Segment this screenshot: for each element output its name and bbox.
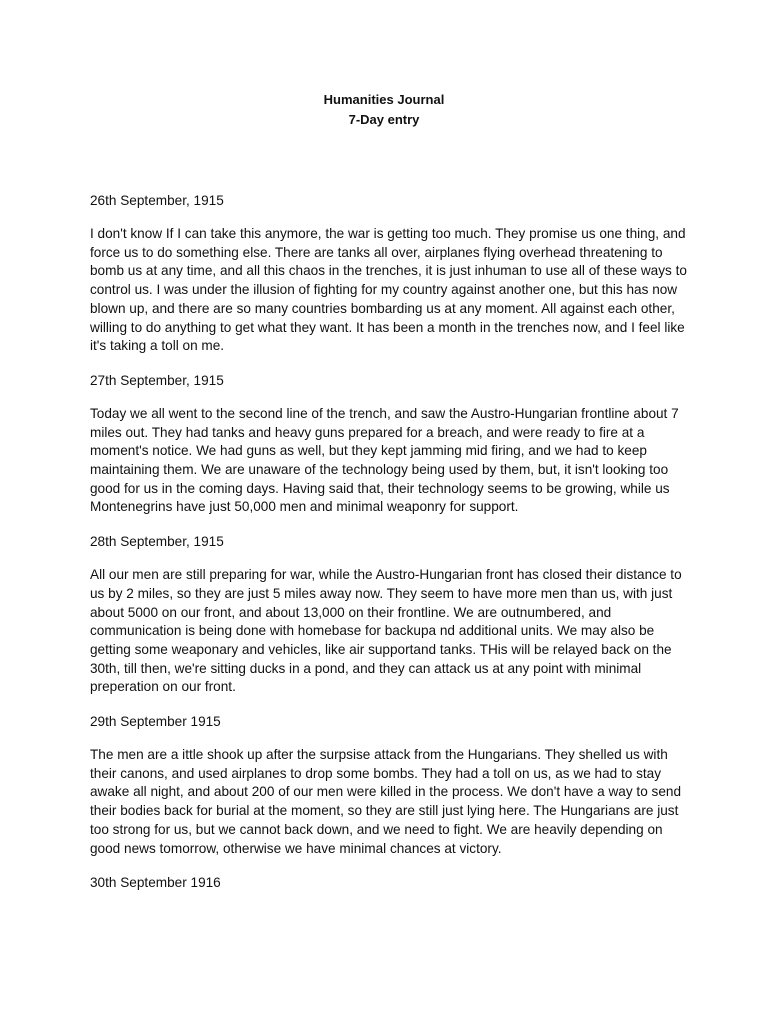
- journal-entry: [90, 532, 690, 697]
- entry-date: 28th September, 1915: [90, 534, 224, 550]
- journal-entry: [90, 873, 690, 892]
- journal-entry: [90, 371, 690, 517]
- entry-date: 26th September, 1915: [90, 193, 224, 208]
- entry-date: 27th September, 1915: [90, 372, 224, 388]
- journal-entry: [90, 191, 690, 356]
- entry-date: 29th September 1915: [90, 714, 221, 730]
- journal-entries: [90, 191, 690, 892]
- entry-text: The men are a ittle shook up after the surpsise attack from the Hungarians. They shelled us with their canons, and used airplanes to drop some bombs. They had a toll on us, as we had to stay awake all night, and about 200 of our men were killed in the process. We don't have a way to send their bodies back for burial at the moment, so they are still just lying here. The Hungarians are just too strong for us, but we cannot back down, and we need to fight. We are heavily depending on good news tomorrow, otherwise we have minimal chances at victory.: [90, 747, 682, 856]
- document-header: [90, 90, 678, 130]
- entry-text: Today we all went to the second line of the trench, and saw the Austro-Hungarian frontline about 7 miles out. They had tanks and heavy guns prepared for a breach, and were ready to fire at a moment's notice. We had guns as well, but they kept jamming mid firing, and we had to keep maintaining them. We are unaware of the technology being used by them, but, it isn't looking too good for us in the coming days. Having said that, their technology seems to be growing, while us Montenegrins have just 50,000 men and minimal weaponry for support.: [90, 405, 679, 515]
- journal-entry: [90, 712, 690, 858]
- document-subtitle: 7-Day entry: [348, 112, 420, 127]
- document-page: [90, 90, 690, 907]
- document-title: Humanities Journal: [323, 92, 445, 107]
- entry-text: I don't know If I can take this anymore, the war is getting too much. They promise us one thing, and force us to do something else. There are tanks all over, airplanes flying overhead threatening to bomb us at any time, and all this chaos in the trenches, it is just inhuman to use all of these ways to control us. I was under the illusion of fighting for my country against another one, but this has now blown up, and there are so many countries bombarding us at any moment. All against each other, willing to do anything to get what they want. It has been a month in the trenches now, and I feel like it's taking a toll on me.: [90, 226, 687, 354]
- entry-text: All our men are still preparing for war, while the Austro-Hungarian front has closed their distance to us by 2 miles, so they are just 5 miles away now. They seem to have more men than us, with just about 5000 on our front, and about 13,000 on their frontline. We are outnumbered, and communication is being done with homebase for backupa nd additional units. We may also be getting some weaponary and vehicles, like air supportand tanks. THis will be relayed back on the 30th, till then, we're sitting ducks in a pond, and they can attack us at any point with minimal preperation on our front.: [90, 567, 682, 695]
- entry-date: 30th September 1916: [90, 875, 221, 891]
